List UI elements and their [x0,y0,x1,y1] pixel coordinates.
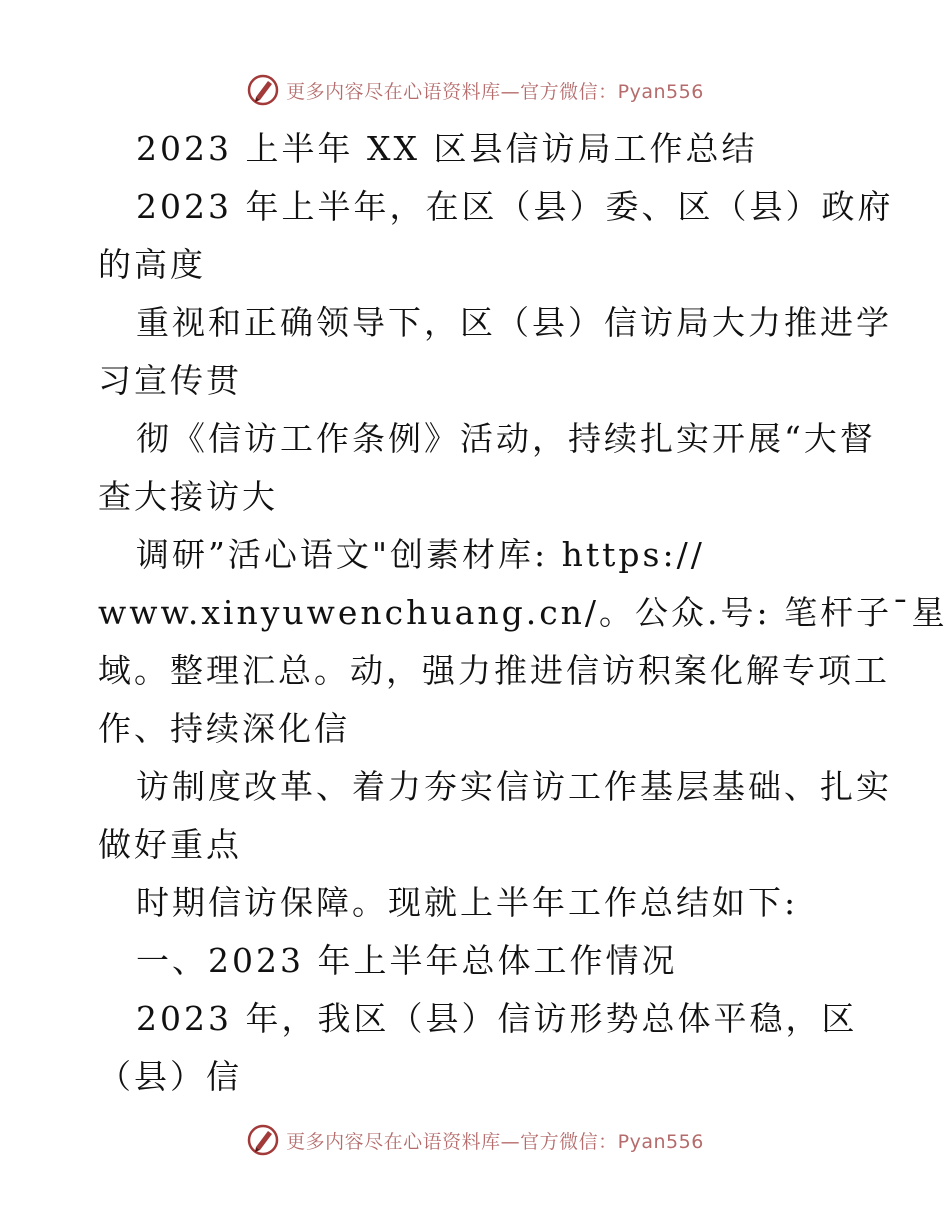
document-line: 访制度改革、着力夯实信访工作基层基础、扎实 [136,767,892,806]
document-line: 一、2023 年上半年总体工作情况 [136,941,678,980]
document-line: 域。整理汇总。动，强力推进信访积案化解专项工 [98,651,890,690]
header-watermark-text: 更多内容尽在心语资料库—官方微信：Pyan556 [286,80,704,103]
document-line: 2023 年上半年，在区（县）委、区（县）政府 [136,187,894,226]
footer-watermark-banner [0,1120,950,1160]
document-line: （县）信 [98,1057,242,1096]
pen-logo-icon [246,1123,280,1157]
document-line: 查大接访大 [98,477,278,516]
document-line: 2023 上半年 XX 区县信访局工作总结 [136,129,758,168]
footer-watermark-text: 更多内容尽在心语资料库—官方微信：Pyan556 [286,1130,704,1153]
document-line: 时期信访保障。现就上半年工作总结如下: [136,883,799,922]
document-body [98,120,948,1106]
pen-logo-icon [246,73,280,107]
document-line: 习宣传贯 [98,361,242,400]
document-line: 重视和正确领导下，区（县）信访局大力推进学 [136,303,892,342]
document-line: www.xinyuwenchuang.cn/。公众.号: 笔杆子¯星 [98,593,948,632]
document-line: 彻《信访工作条例》活动，持续扎实开展“大督 [136,419,876,458]
document-line: 的高度 [98,245,206,284]
document-line: 做好重点 [98,825,242,864]
document-line: 调研”活心语文"创素材库: https:// [136,535,705,574]
document-line: 2023 年，我区（县）信访形势总体平稳，区 [136,999,858,1038]
document-line: 作、持续深化信 [98,709,350,748]
header-watermark-banner [0,70,950,110]
